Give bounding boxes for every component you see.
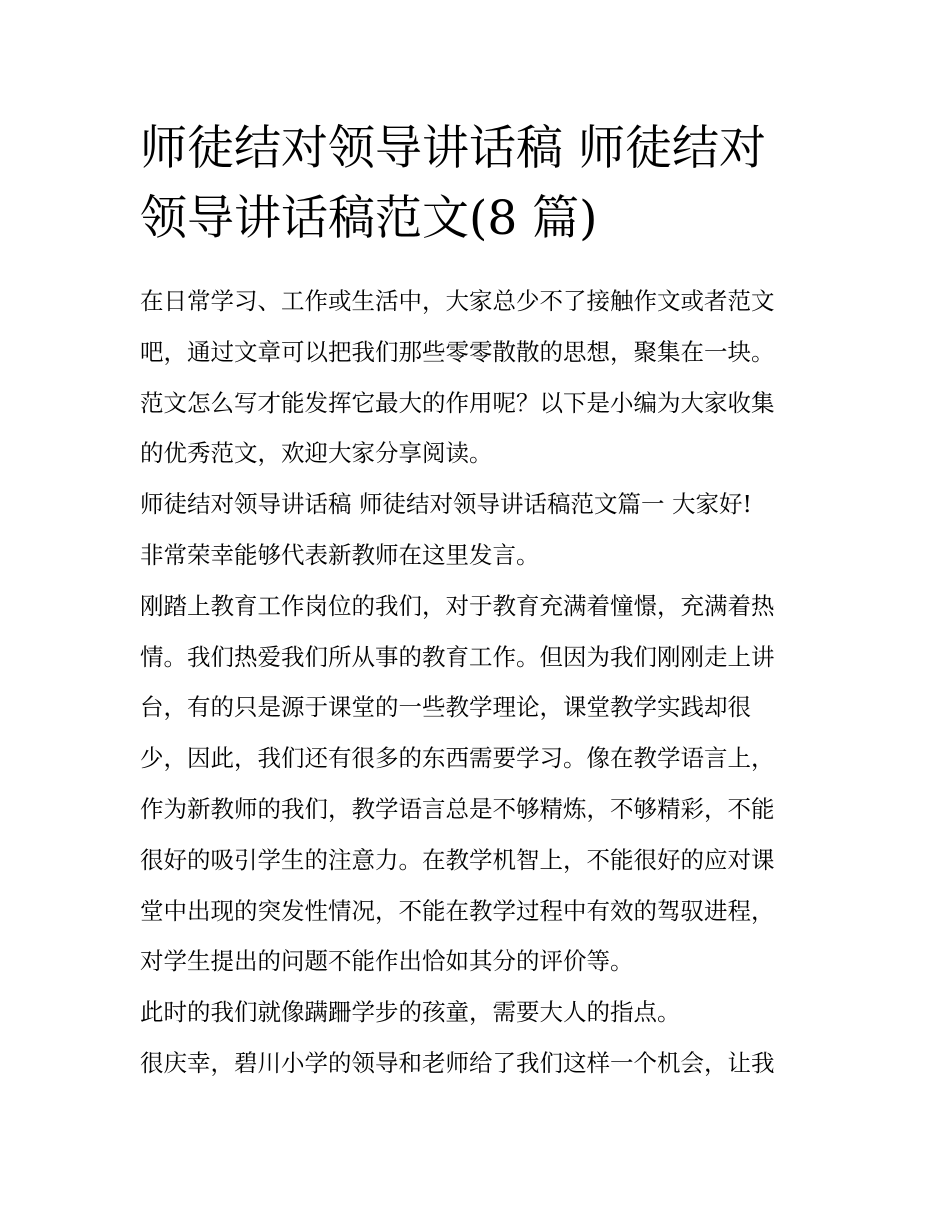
body-line-15: 此时的我们就像蹒跚学步的孩童，需要大人的指点。 [140, 998, 681, 1027]
body-line-8: 情。我们热爱我们所从事的教育工作。但因为我们刚刚走上讲 [140, 642, 775, 671]
body-line-5: 师徒结对领导讲话稿 师徒结对领导讲话稿范文篇一 大家好! [140, 490, 752, 519]
body-line-10: 少，因此，我们还有很多的东西需要学习。像在教学语言上， [140, 744, 775, 773]
document-body [140, 276, 820, 1089]
body-line-1: 在日常学习、工作或生活中，大家总少不了接触作文或者范文 [140, 287, 775, 315]
body-line-2: 吧，通过文章可以把我们那些零零散散的思想，聚集在一块。 [140, 337, 775, 366]
body-line-14: 对学生提出的问题不能作出恰如其分的评价等。 [140, 947, 634, 976]
body-line-3: 范文怎么写才能发挥它最大的作用呢？以下是小编为大家收集 [140, 388, 775, 417]
body-line-7: 刚踏上教育工作岗位的我们，对于教育充满着憧憬，充满着热 [140, 591, 775, 620]
body-line-12: 很好的吸引学生的注意力。在教学机智上，不能很好的应对课 [140, 845, 775, 874]
body-line-4: 的优秀范文，欢迎大家分享阅读。 [140, 439, 493, 468]
body-line-13: 堂中出现的突发性情况，不能在教学过程中有效的驾驭进程， [140, 896, 775, 925]
body-line-6: 非常荣幸能够代表新教师在这里发言。 [140, 540, 540, 569]
body-line-9: 台，有的只是源于课堂的一些教学理论，课堂教学实践却很 [140, 693, 751, 722]
body-line-11: 作为新教师的我们，教学语言总是不够精炼，不够精彩，不能 [140, 794, 775, 823]
document-title [140, 114, 820, 254]
title-line-2: 领导讲话稿范文(8 篇) [140, 191, 598, 246]
body-line-16: 很庆幸，碧川小学的领导和老师给了我们这样一个机会，让我 [140, 1048, 775, 1077]
title-line-1: 师徒结对领导讲话稿 师徒结对 [140, 121, 766, 176]
